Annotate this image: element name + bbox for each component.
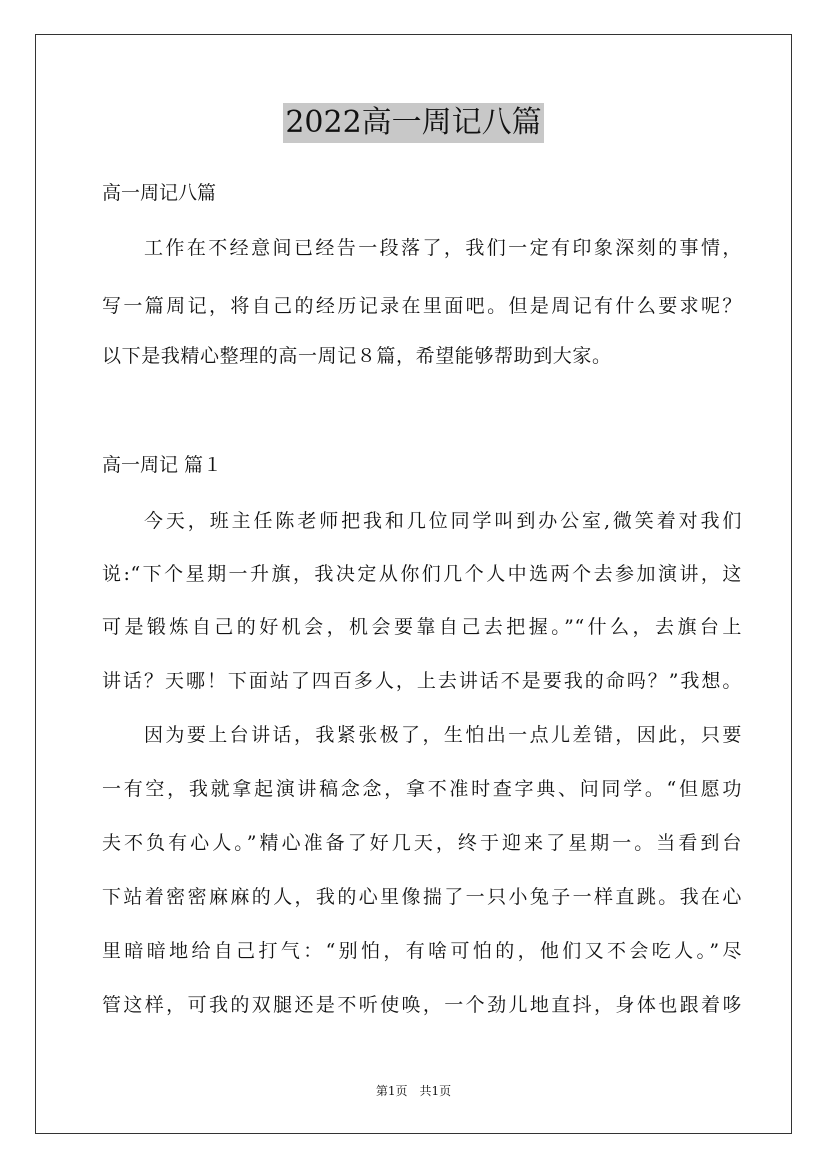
intro-line: 工作在不经意间已经告一段落了，我们一定有印象深刻的事情， — [144, 237, 742, 259]
body-line: 因为要上台讲话，我紧张极了，生怕出一点儿差错，因此，只要 — [144, 724, 742, 746]
body-line: 今天，班主任陈老师把我和几位同学叫到办公室,微笑着对我们 — [144, 510, 742, 532]
intro-heading: 高一周记八篇 — [102, 182, 217, 204]
body-line: 里暗暗地给自己打气：“别怕，有啥可怕的，他们又不会吃人。”尽 — [102, 940, 742, 962]
body-line: 下站着密密麻麻的人，我的心里像揣了一只小兔子一样直跳。我在心 — [102, 886, 742, 908]
body-line: 讲话？天哪！下面站了四百多人，上去讲话不是要我的命吗？”我想。 — [102, 670, 742, 692]
body-line: 管这样，可我的双腿还是不听使唤，一个劲儿地直抖，身体也跟着哆 — [102, 994, 742, 1016]
body-line: 说:“下个星期一升旗，我决定从你们几个人中选两个去参加演讲，这 — [102, 563, 742, 585]
intro-line: 以下是我精心整理的高一周记８篇，希望能够帮助到大家。 — [102, 345, 612, 367]
document-title — [0, 102, 827, 143]
body-line: 夫不负有心人。”精心准备了好几天，终于迎来了星期一。当看到台 — [102, 832, 742, 854]
intro-line: 写一篇周记，将自己的经历记录在里面吧。但是周记有什么要求呢？ — [102, 295, 742, 317]
document-title-text: 2022高一周记八篇 — [283, 103, 543, 143]
page-number-footer: 第1页 共1页 — [375, 1084, 452, 1098]
body-line: 可是锻炼自己的好机会，机会要靠自己去把握。”“什么，去旗台上 — [102, 616, 742, 638]
section-heading-1: 高一周记 篇１ — [102, 454, 223, 476]
body-line: 一有空，我就拿起演讲稿念念，拿不准时查字典、问同学。“但愿功 — [102, 778, 742, 800]
